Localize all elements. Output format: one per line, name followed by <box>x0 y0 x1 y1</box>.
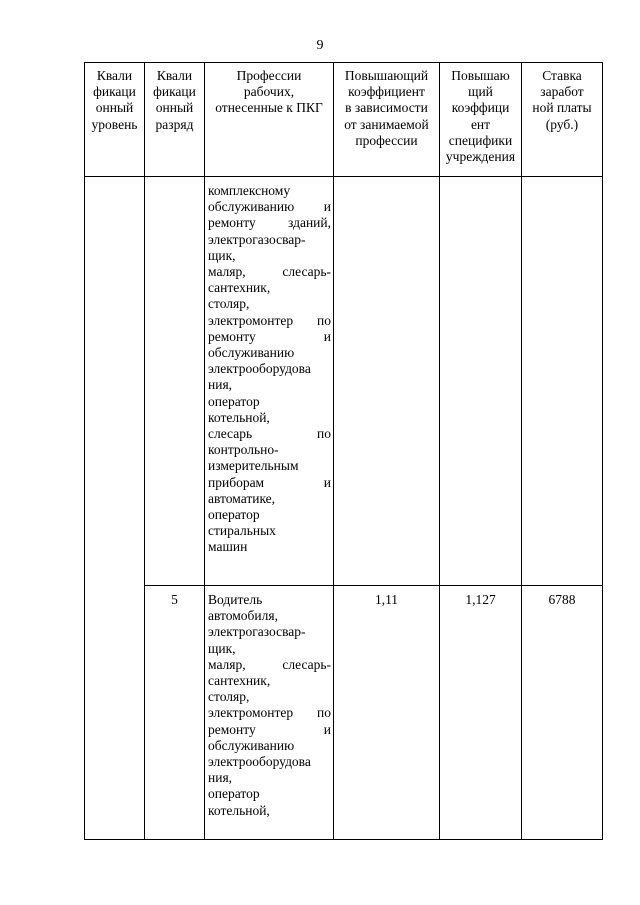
profession-line <box>208 248 331 264</box>
profession-line <box>208 754 331 770</box>
profession-word: приборам <box>208 474 265 490</box>
cell-professions <box>205 177 334 586</box>
profession-word: по <box>317 312 331 328</box>
profession-word: контрольно- <box>208 442 279 458</box>
profession-word: маляр, <box>208 264 246 280</box>
profession-line <box>208 442 331 458</box>
profession-line <box>208 426 331 442</box>
profession-line <box>208 738 331 754</box>
profession-word: столяр, <box>208 689 250 705</box>
profession-word: измерительным <box>208 458 299 474</box>
profession-word: и <box>323 721 331 737</box>
profession-word: котельной, <box>208 409 270 425</box>
profession-word: и <box>323 474 331 490</box>
profession-line <box>208 657 331 673</box>
profession-word: оператор <box>208 393 260 409</box>
profession-word: ремонту <box>208 215 256 231</box>
table-row <box>85 586 603 840</box>
profession-line <box>208 394 331 410</box>
profession-word: Водитель <box>208 592 263 607</box>
cell-grade: 5 <box>145 586 205 840</box>
page-number: 9 <box>316 38 324 53</box>
profession-word: слесарь <box>208 426 253 442</box>
table-header-row <box>85 63 603 177</box>
profession-line <box>208 539 331 555</box>
cell-profession-coefficient <box>334 177 440 586</box>
profession-word: электрооборудова <box>208 754 311 770</box>
profession-word: оператор <box>208 786 260 802</box>
profession-line <box>208 786 331 802</box>
header-salary-rate: Ставка заработ ной платы (руб.) <box>522 63 603 177</box>
profession-word: ремонту <box>208 721 256 737</box>
header-institution-coefficient: Повышаю щий коэффици ент специфики учреждения <box>440 63 522 177</box>
profession-word: и <box>323 199 331 215</box>
profession-word: котельной, <box>208 802 270 818</box>
profession-word: зданий, <box>288 215 331 231</box>
profession-line <box>208 280 331 296</box>
header-qualification-level: Квали фикаци онный уровень <box>85 63 145 177</box>
profession-line <box>208 345 331 361</box>
profession-word: слесарь- <box>282 264 331 280</box>
profession-line <box>208 722 331 738</box>
profession-word: ремонту <box>208 328 256 344</box>
profession-line <box>208 361 331 377</box>
profession-word: обслуживанию <box>208 199 295 215</box>
profession-word: электромонтер <box>208 705 294 721</box>
profession-line <box>208 475 331 491</box>
profession-word: стиральных <box>208 523 276 539</box>
profession-line <box>208 329 331 345</box>
profession-word: щик, <box>208 247 236 263</box>
profession-word: обслуживанию <box>208 345 295 361</box>
profession-word: и <box>323 328 331 344</box>
profession-word: слесарь- <box>282 656 331 672</box>
header-qualification-grade: Квали фикаци онный разряд <box>145 63 205 177</box>
profession-line <box>208 313 331 329</box>
header-profession-coefficient: Повышающий коэффициент в зависимости от занимаемой профессии <box>334 63 440 177</box>
cell-institution-coefficient <box>440 177 522 586</box>
profession-line <box>208 592 331 608</box>
profession-word: маляр, <box>208 656 246 672</box>
table-row <box>85 177 603 586</box>
profession-word: электрогазосвар- <box>208 624 306 640</box>
profession-word: сантехник, <box>208 280 271 296</box>
cell-grade <box>145 177 205 586</box>
header-professions: Профессии рабочих, отнесенные к ПКГ <box>205 63 334 177</box>
profession-line <box>208 199 331 215</box>
profession-line <box>208 705 331 721</box>
profession-word: электромонтер <box>208 312 294 328</box>
profession-line <box>208 215 331 231</box>
profession-word: электрооборудова <box>208 361 311 377</box>
cell-profession-coefficient: 1,11 <box>334 586 440 840</box>
profession-line <box>208 264 331 280</box>
profession-line <box>208 458 331 474</box>
profession-line <box>208 689 331 705</box>
cell-salary <box>522 177 603 586</box>
profession-line <box>208 641 331 657</box>
cell-salary: 6788 <box>522 586 603 840</box>
profession-word: автомобиля, <box>208 608 278 624</box>
profession-word: столяр, <box>208 296 250 312</box>
profession-word: ния, <box>208 377 233 393</box>
profession-line <box>208 183 331 199</box>
profession-word: по <box>317 426 331 442</box>
profession-word: оператор <box>208 507 260 523</box>
profession-line <box>208 232 331 248</box>
cell-professions <box>205 586 334 840</box>
profession-line <box>208 377 331 393</box>
profession-line <box>208 624 331 640</box>
profession-word: сантехник, <box>208 673 271 689</box>
cell-qualification-level <box>85 177 145 840</box>
profession-line <box>208 608 331 624</box>
profession-word: обслуживанию <box>208 737 295 753</box>
profession-line <box>208 491 331 507</box>
profession-line <box>208 410 331 426</box>
profession-word: машин <box>208 539 248 555</box>
profession-line <box>208 523 331 539</box>
tariff-table <box>84 62 603 840</box>
profession-line <box>208 770 331 786</box>
profession-word: щик, <box>208 640 236 656</box>
profession-line <box>208 296 331 312</box>
profession-line <box>208 673 331 689</box>
profession-word: электрогазосвар- <box>208 231 306 247</box>
profession-word: автоматике, <box>208 490 276 506</box>
profession-word: ния, <box>208 770 233 786</box>
profession-line <box>208 803 331 819</box>
cell-institution-coefficient: 1,127 <box>440 586 522 840</box>
profession-line <box>208 507 331 523</box>
profession-word: по <box>317 705 331 721</box>
profession-word: комплексному <box>208 183 291 198</box>
